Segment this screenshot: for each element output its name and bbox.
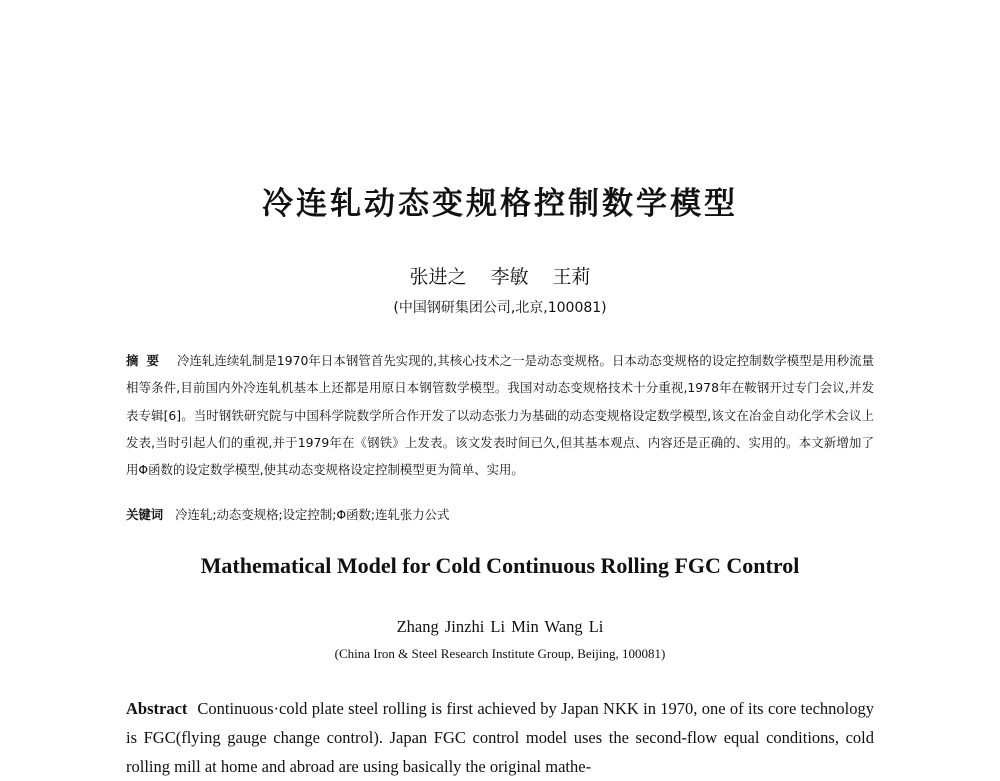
authors-cn: 张进之 李敏 王莉: [409, 266, 591, 288]
keywords-cn-label: 关键词: [126, 507, 164, 522]
affiliation-cn: (中国钢研集团公司,北京,100081): [393, 300, 607, 316]
abstract-en-text: Continuous·cold plate steel rolling is first achieved by Japan NKK in 1970, one of its core technology is FGC(flying gauge change control). Japan FGC control model uses the second-flow equal conditions, cold rolling mill at home and abroad are using basically the original mathe-: [126, 699, 874, 776]
affiliation-en: (China Iron & Steel Research Institute Group, Beijing, 100081): [334, 646, 666, 661]
abstract-en-label: Abstract: [126, 699, 188, 718]
abstract-cn: [126, 347, 874, 483]
paper-title-cn: 冷连轧动态变规格控制数学模型: [262, 186, 738, 222]
paper-title-en: Mathematical Model for Cold Continuous Rolling FGC Control: [200, 553, 800, 578]
abstract-cn-label: 摘要: [126, 353, 167, 368]
keywords-cn-text: 冷连轧;动态变规格;设定控制;Φ函数;连轧张力公式: [175, 507, 450, 522]
abstract-en: [126, 694, 874, 781]
authors-en: Zhang Jinzhi Li Min Wang Li: [396, 617, 604, 636]
abstract-cn-text: 冷连轧连续轧制是1970年日本钢管首先实现的,其核心技术之一是动态变规格。日本动态变规格的设定控制数学模型是用秒流量相等条件,目前国内外冷连轧机基本上还都是用原日本钢管数学模型。我国对动态变规格技术十分重视,1978年在鞍钢开过专门会议,并发表专辑[6]。当时钢铁研究院与中国科学院数学所合作开发了以动态张力为基础的动态变规格设定数学模型,该文在冶金自动化学术会议上发表,当时引起人们的重视,并于1979年在《钢铁》上发表。该文发表时间已久,但其基本观点、内容还是正确的、实用的。本文新增加了用Φ函数的设定数学模型,使其动态变规格设定控制模型更为简单、实用。: [126, 353, 874, 478]
keywords-cn: [126, 503, 874, 527]
